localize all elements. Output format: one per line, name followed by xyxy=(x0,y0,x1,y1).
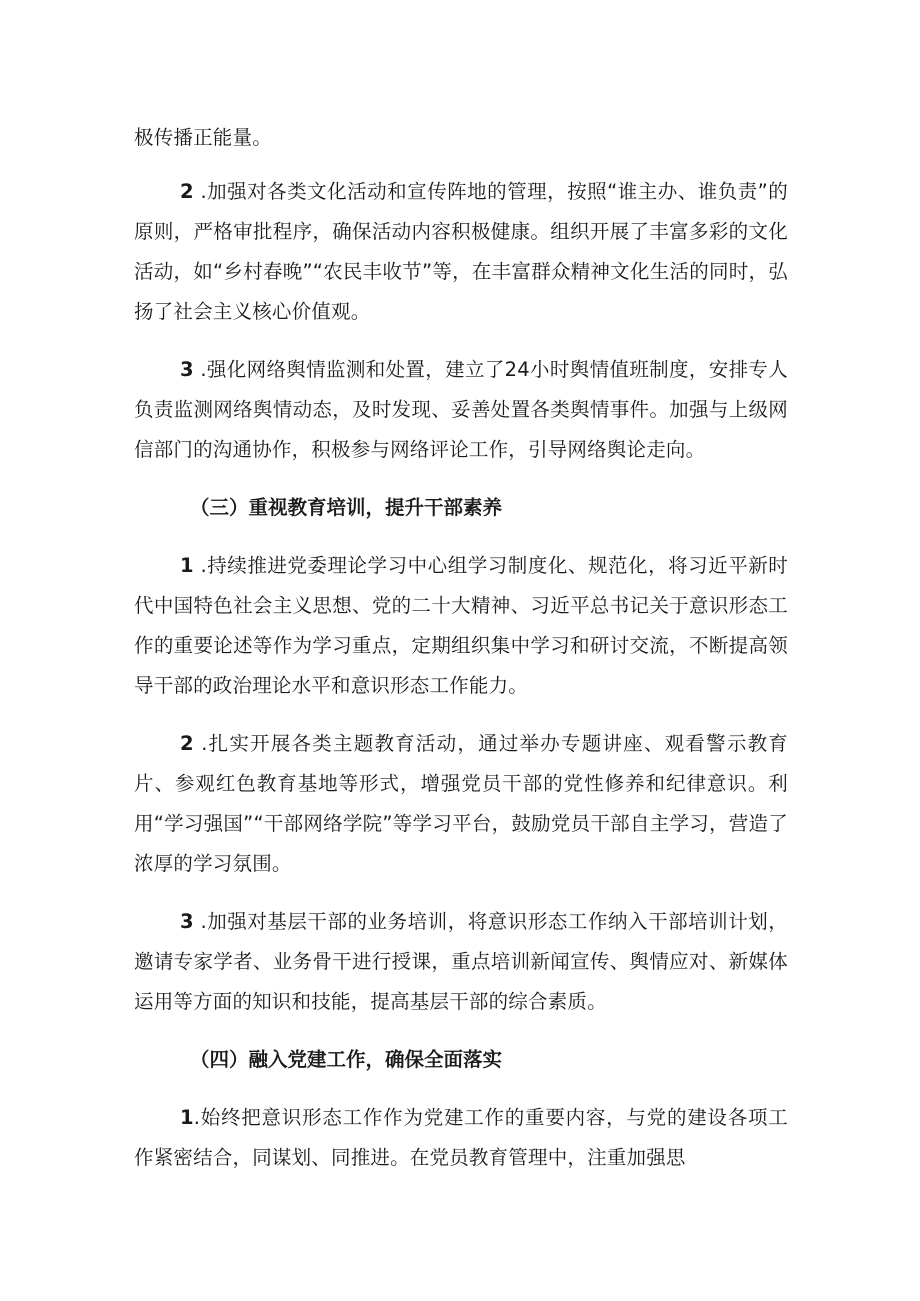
paragraph-item-3 xyxy=(134,350,788,470)
paragraph-text: .加强对基层干部的业务培训，将意识形态工作纳入干部培训计划，邀请专家学者、业务骨干进行授课，重点培训新闻宣传、舆情应对、新媒体运用等方面的知识和技能，提高基层干部的综合素质。 xyxy=(134,910,788,1013)
section-heading-4: （四）融入党建工作，确保全面落实 xyxy=(190,1048,503,1071)
item-number: 2 xyxy=(180,180,194,203)
paragraph-text: .加强对各类文化活动和宣传阵地的管理，按照“谁主办、谁负责”的原则，严格审批程序，确保活动内容积极健康。组织开展了丰富多彩的文化活动，如“乡村春晚”“农民丰收节”等，在丰富群众精神文化生活的同时，弘扬了社会主义核心价值观。 xyxy=(134,180,788,323)
paragraph-item-3 xyxy=(134,902,788,1022)
paragraph-text: .扎实开展各类主题教育活动，通过举办专题讲座、观看警示教育片、参观红色教育基地等形式，增强党员干部的党性修养和纪律意识。利用“学习强国”“干部网络学院”等学习平台，鼓励党员干部自主学习，营造了浓厚的学习氛围。 xyxy=(134,732,788,875)
paragraph-item-2 xyxy=(134,172,788,332)
document-body xyxy=(134,118,788,1196)
paragraph-text: 极传播正能量。 xyxy=(134,126,272,149)
item-number: 3 xyxy=(180,358,194,381)
paragraph-text: .始终把意识形态工作作为党建工作的重要内容，与党的建设各项工作紧密结合，同谋划、同推进。在党员教育管理中，注重加强思 xyxy=(134,1106,788,1169)
paragraph-item-2 xyxy=(134,724,788,884)
item-number: 3 xyxy=(180,910,194,933)
paragraph-continuation xyxy=(134,118,788,158)
paragraph-text: .强化网络舆情监测和处置，建立了24小时舆情值班制度，安排专人负责监测网络舆情动态，及时发现、妥善处置各类舆情事件。加强与上级网信部门的沟通协作，积极参与网络评论工作，引导网络舆论走向。 xyxy=(134,358,788,461)
section-heading-3: （三）重视教育培训，提升干部素养 xyxy=(190,496,503,519)
item-number: 1 xyxy=(180,1106,194,1129)
item-number: 2 xyxy=(180,732,194,755)
paragraph-text: .持续推进党委理论学习中心组学习制度化、规范化，将习近平新时代中国特色社会主义思想、党的二十大精神、习近平总书记关于意识形态工作的重要论述等作为学习重点，定期组织集中学习和研讨交流，不断提高领导干部的政治理论水平和意识形态工作能力。 xyxy=(134,554,788,697)
paragraph-item-1 xyxy=(134,546,788,706)
item-number: 1 xyxy=(180,554,194,577)
paragraph-item-1 xyxy=(134,1098,788,1178)
